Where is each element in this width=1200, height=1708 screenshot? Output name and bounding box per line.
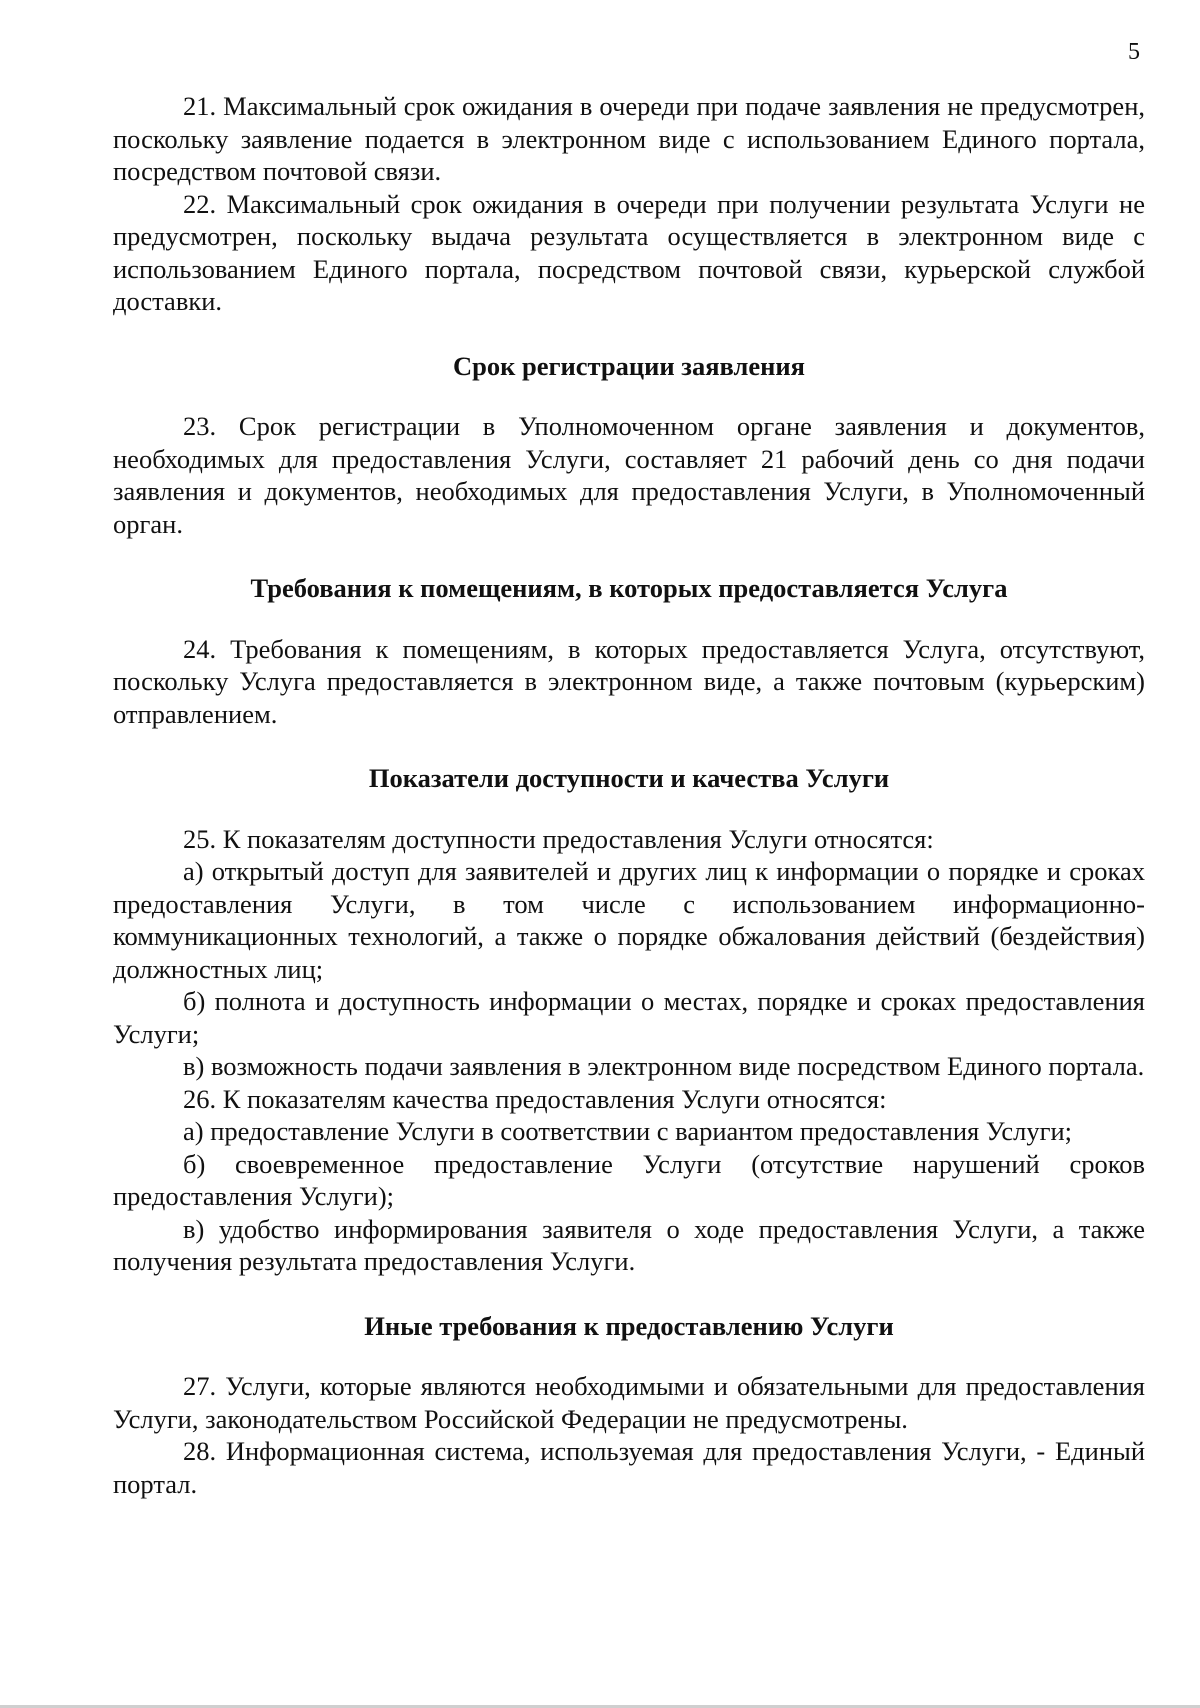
paragraph-26-v: в) удобство информирования заявителя о ходе предоставления Услуги, а также получения результата предоставления Услуги. <box>113 1213 1145 1276</box>
paragraph-26-b: б) своевременное предоставление Услуги (отсутствие нарушений сроков предоставления Услуги); <box>113 1148 1145 1211</box>
paragraph-22: 22. Максимальный срок ожидания в очереди при получении результата Услуги не предусмотрен, поскольку выдача результата осуществляется в электронном виде с использованием Единого портала, посредством почтовой связи, курьерской службой доставки. <box>113 188 1145 316</box>
paragraph-25-v: в) возможность подачи заявления в электронном виде посредством Единого портала. <box>183 1051 1145 1081</box>
paragraph-26: 26. К показателям качества предоставления Услуги относятся: <box>183 1083 887 1114</box>
paragraph-21: 21. Максимальный срок ожидания в очереди при подаче заявления не предусмотрен, поскольку заявление подается в электронном виде с использованием Единого портала, посредством почтовой связи. <box>113 91 1145 186</box>
document-body <box>113 90 1145 1500</box>
page-number: 5 <box>1128 39 1140 65</box>
paragraph-27: 27. Услуги, которые являются необходимыми и обязательными для предоставления Услуги, законодательством Российской Федерации не предусмотрены. <box>113 1371 1145 1434</box>
paragraph-28: 28. Информационная система, используемая для предоставления Услуги, - Единый портал. <box>113 1436 1145 1499</box>
heading-other-requirements: Иные требования к предоставлению Услуги <box>364 1310 894 1341</box>
heading-accessibility-quality: Показатели доступности и качества Услуги <box>368 763 890 793</box>
paragraph-25-a: а) открытый доступ для заявителей и других лиц к информации о порядке и сроках предоставления Услуги, в том числе с использованием информационно-коммуникационных технологий, а также о порядке обжалования действий (бездействия) должностных лиц; <box>113 856 1145 984</box>
paragraph-25-b: б) полнота и доступность информации о местах, порядке и сроках предоставления Услуги; <box>113 986 1145 1049</box>
paragraph-26-a: а) предоставление Услуги в соответствии с вариантом предоставления Услуги; <box>183 1116 1073 1146</box>
paragraph-25: 25. К показателям доступности предоставления Услуги относятся: <box>183 823 934 854</box>
paragraph-23: 23. Срок регистрации в Уполномоченном органе заявления и документов, необходимых для предоставления Услуги, составляет 21 рабочий день со дня подачи заявления и документов, необходимых для предоставления Услуги, в Уполномоченный орган. <box>113 411 1145 539</box>
paragraph-24: 24. Требования к помещениям, в которых предоставляется Услуга, отсутствуют, поскольку Услуга предоставляется в электронном виде, а также почтовым (курьерским) отправлением. <box>113 633 1145 729</box>
heading-premises-requirements: Требования к помещениям, в которых предоставляется Услуга <box>250 573 1008 603</box>
heading-registration-term: Срок регистрации заявления <box>452 350 806 381</box>
